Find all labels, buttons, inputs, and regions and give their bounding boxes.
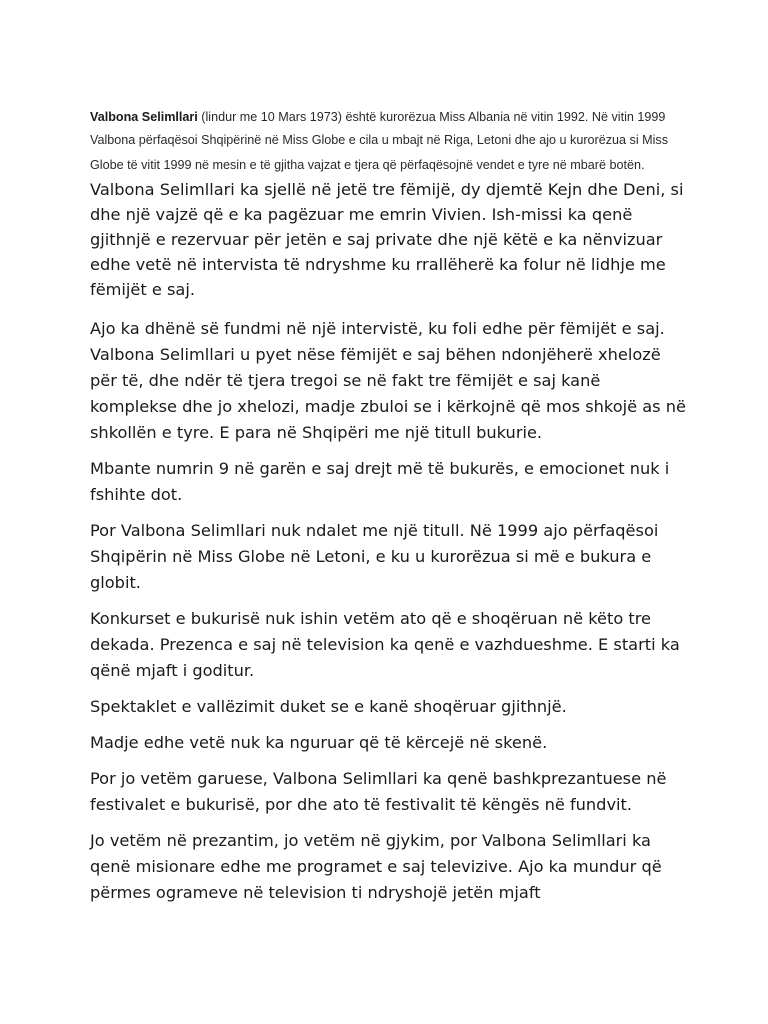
body-paragraph: Spektaklet e vallëzimit duket se e kanë shoqëruar gjithnjë. [90,696,567,716]
body-paragraph: Konkurset e bukurisë nuk ishin vetëm ato që e shoqëruan në këto tre dekada. Prezenca e saj në television ka qenë e vazhdueshme. E starti ka qënë mjaft i goditur. [90,608,680,680]
intro-paragraph [90,106,690,304]
intro-text: (lindur me 10 Mars 1973) është kurorëzua Miss Albania në vitin 1992. Në vitin 1999 Valbona përfaqësoi Shqipërinë në Miss Globe e cila u mbajt në Riga, Letoni dhe ajo u kurorëzua si Miss Globe të vitit 1999 në mesin e të gjitha vajzat e tjera që përfaqësojnë vendet e tyre në mbarë botën. [90,110,669,173]
subject-name: Valbona Selimllari [90,110,198,124]
body-paragraph: Jo vetëm në prezantim, jo vetëm në gjykim, por Valbona Selimllari ka qenë misionare edhe me programet e saj televizive. Ajo ka mundur që përmes ogrameve në television ti ndryshojë jetën mjaft [90,830,662,902]
intro-continuation: Valbona Selimllari ka sjellë në jetë tre fëmijë, dy djemtë Kejn dhe Deni, si dhe një vajzë që e ka pagëzuar me emrin Vivien. Ish-missi ka qenë gjithnjë e rezervuar për jetën e saj private dhe një këtë e ka nënvizuar edhe vetë në intervista të ndryshme ku rrallëherë ka folur në lidhje me fëmijët e saj. [90,179,684,300]
body-paragraph: Mbante numrin 9 në garën e saj drejt më të bukurës, e emocionet nuk i fshihte dot. [90,458,670,504]
document-page [90,106,690,906]
body-paragraph: Madje edhe vetë nuk ka nguruar që të kërcejë në skenë. [90,732,548,752]
body-paragraph: Por jo vetëm garuese, Valbona Selimllari ka qenë bashkprezantuese në festivalet e bukurisë, por dhe ato të festivalit të këngës në fundvit. [90,768,667,814]
body-paragraph: Por Valbona Selimllari nuk ndalet me një titull. Në 1999 ajo përfaqësoi Shqipërin në Miss Globe në Letoni, e ku u kurorëzua si më e bukura e globit. [90,520,659,592]
body-paragraph: Ajo ka dhënë së fundmi në një intervistë, ku foli edhe për fëmijët e saj. Valbona Selimllari u pyet nëse fëmijët e saj bëhen ndonjëherë xhelozë për të, dhe ndër të tjera tregoi se në fakt tre fëmijët e saj kanë komplekse dhe jo xhelozi, madje zbuloi se i kërkojnë që mos shkojë as në shkollën e tyre. E para në Shqipëri me një titull bukurie. [90,318,686,442]
